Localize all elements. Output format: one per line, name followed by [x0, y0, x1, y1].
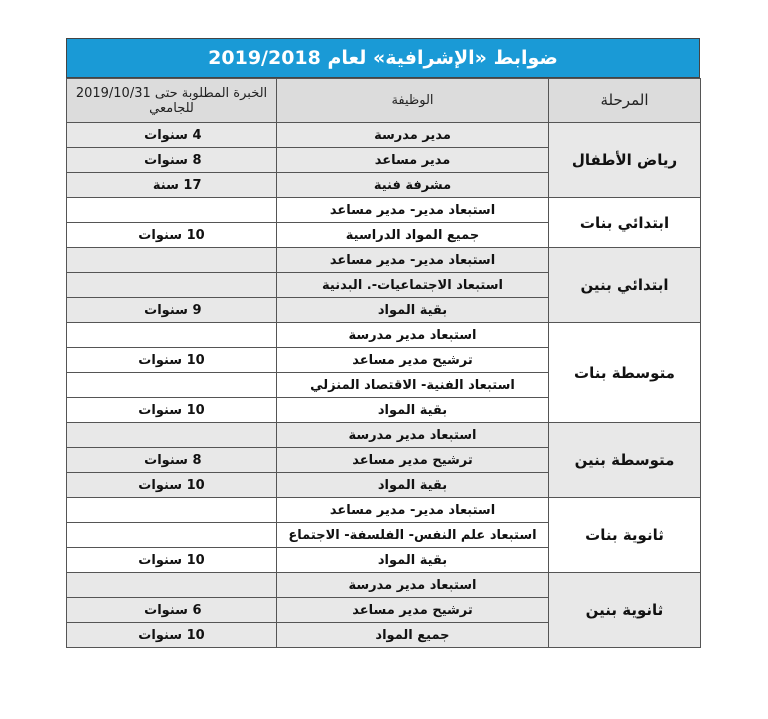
table-row	[67, 323, 701, 348]
experience-value: 6 سنوات	[144, 602, 202, 618]
experience-value: 9 سنوات	[144, 302, 202, 318]
experience-cell	[67, 623, 277, 648]
job-cell: ترشيح مدير مساعد	[277, 348, 549, 373]
experience-value: 10 سنوات	[138, 552, 205, 568]
experience-cell	[67, 148, 277, 173]
experience-cell	[67, 323, 277, 348]
job-cell: استبعاد مدير مدرسة	[277, 573, 549, 598]
experience-cell	[67, 548, 277, 573]
table-row	[67, 573, 701, 598]
job-cell: جميع المواد	[277, 623, 549, 648]
stage-cell: ابتدائي بنين	[549, 248, 701, 323]
header-stage: المرحلة	[549, 79, 701, 123]
experience-value: 4 سنوات	[144, 127, 202, 143]
job-cell: استبعاد علم النفس- الفلسفة- الاجتماع	[277, 523, 549, 548]
stage-cell: رياض الأطفال	[549, 123, 701, 198]
job-cell: استبعاد مدير- مدير مساعد	[277, 198, 549, 223]
table-row	[67, 248, 701, 273]
header-row	[67, 79, 701, 123]
job-cell: استبعاد مدير- مدير مساعد	[277, 248, 549, 273]
experience-cell	[67, 348, 277, 373]
table-row	[67, 498, 701, 523]
stage-cell: ابتدائي بنات	[549, 198, 701, 248]
job-cell: مدير مدرسة	[277, 123, 549, 148]
stage-cell: متوسطة بنات	[549, 323, 701, 423]
experience-cell	[67, 223, 277, 248]
table-body	[67, 123, 701, 648]
job-cell: ترشيح مدير مساعد	[277, 448, 549, 473]
stage-cell: ثانوية بنين	[549, 573, 701, 648]
header-experience: الخبرة المطلوبة حتى 2019/10/31 للجامعي	[67, 79, 277, 123]
experience-cell	[67, 448, 277, 473]
job-cell: استبعاد مدير- مدير مساعد	[277, 498, 549, 523]
experience-cell	[67, 173, 277, 198]
experience-value: 10 سنوات	[138, 402, 205, 418]
stage-cell: ثانوية بنات	[549, 498, 701, 573]
regulations-table	[66, 78, 701, 648]
experience-cell	[67, 273, 277, 298]
experience-cell	[67, 398, 277, 423]
table-row	[67, 123, 701, 148]
experience-value: 10 سنوات	[138, 352, 205, 368]
experience-value: 8 سنوات	[144, 152, 202, 168]
experience-value: 10 سنوات	[138, 627, 205, 643]
experience-cell	[67, 498, 277, 523]
experience-cell	[67, 198, 277, 223]
experience-value: 8 سنوات	[144, 452, 202, 468]
experience-value: 10 سنوات	[138, 227, 205, 243]
job-cell: بقية المواد	[277, 548, 549, 573]
experience-cell	[67, 523, 277, 548]
experience-value: 10 سنوات	[138, 477, 205, 493]
experience-cell	[67, 573, 277, 598]
header-job: الوظيفة	[277, 79, 549, 123]
job-cell: استبعاد الاجتماعيات-. البدنية	[277, 273, 549, 298]
experience-cell	[67, 598, 277, 623]
table-title: ضوابط «الإشرافية» لعام 2019/2018	[66, 38, 700, 78]
job-cell: ترشيح مدير مساعد	[277, 598, 549, 623]
job-cell: مدير مساعد	[277, 148, 549, 173]
job-cell: مشرفة فنية	[277, 173, 549, 198]
regulations-table-container	[66, 38, 700, 648]
experience-cell	[67, 423, 277, 448]
stage-cell: متوسطة بنين	[549, 423, 701, 498]
experience-cell	[67, 473, 277, 498]
job-cell: استبعاد الفنية- الاقتصاد المنزلي	[277, 373, 549, 398]
job-cell: بقية المواد	[277, 398, 549, 423]
job-cell: بقية المواد	[277, 298, 549, 323]
experience-cell	[67, 123, 277, 148]
table-row	[67, 423, 701, 448]
job-cell: بقية المواد	[277, 473, 549, 498]
experience-cell	[67, 373, 277, 398]
experience-cell	[67, 298, 277, 323]
experience-value: 17 سنة	[152, 177, 202, 193]
job-cell: استبعاد مدير مدرسة	[277, 423, 549, 448]
job-cell: استبعاد مدير مدرسة	[277, 323, 549, 348]
experience-cell	[67, 248, 277, 273]
job-cell: جميع المواد الدراسية	[277, 223, 549, 248]
table-row	[67, 198, 701, 223]
